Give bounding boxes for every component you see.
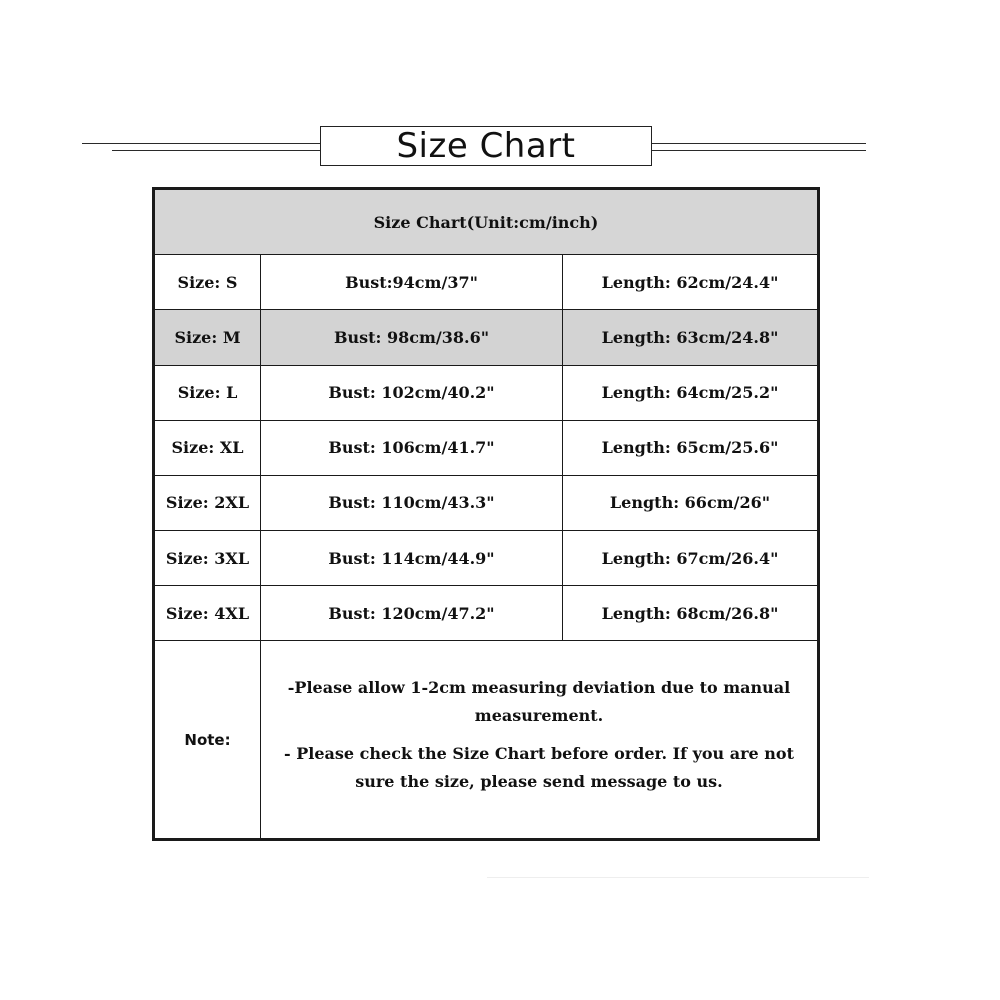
bust-cell: Bust: 106cm/41.7" [261,420,563,475]
note-line: -Please allow 1-2cm measuring deviation due to manual measurement. [287,677,791,725]
title-box [320,126,652,166]
length-cell: Length: 67cm/26.4" [563,530,818,585]
length-cell: Length: 66cm/26" [563,475,818,530]
bust-cell: Bust: 98cm/38.6" [261,310,563,365]
size-cell: Size: L [155,365,261,420]
table-row [155,475,818,530]
bust-cell: Bust: 120cm/47.2" [261,586,563,641]
bust-cell: Bust: 102cm/40.2" [261,365,563,420]
length-cell: Length: 64cm/25.2" [563,365,818,420]
note-row [155,641,818,839]
page-title: Size Chart [396,126,576,166]
table-header-row [155,190,818,255]
bust-cell: Bust:94cm/37" [261,255,563,310]
title-rule-right-bottom [652,150,866,151]
length-cell: Length: 68cm/26.8" [563,586,818,641]
table-row [155,310,818,365]
bust-cell: Bust: 110cm/43.3" [261,475,563,530]
table-row [155,365,818,420]
note-label: Note: [155,641,261,839]
table-row [155,530,818,585]
size-cell: Size: 4XL [155,586,261,641]
table-header: Size Chart(Unit:cm/inch) [155,190,818,255]
size-cell: Size: 2XL [155,475,261,530]
note-body [261,641,818,839]
title-rule-right-top [652,143,866,144]
length-cell: Length: 62cm/24.4" [563,255,818,310]
length-cell: Length: 63cm/24.8" [563,310,818,365]
table-row [155,255,818,310]
divider [487,877,869,878]
table-row [155,586,818,641]
length-cell: Length: 65cm/25.6" [563,420,818,475]
size-chart-table [152,187,820,841]
size-cell: Size: XL [155,420,261,475]
title-rule-left-top [82,143,320,144]
title-rule-left-bottom [112,150,320,151]
note-line: - Please check the Size Chart before order. If you are not sure the size, please send message to us. [284,743,794,791]
size-cell: Size: S [155,255,261,310]
table-row [155,420,818,475]
bust-cell: Bust: 114cm/44.9" [261,530,563,585]
size-cell: Size: M [155,310,261,365]
size-cell: Size: 3XL [155,530,261,585]
